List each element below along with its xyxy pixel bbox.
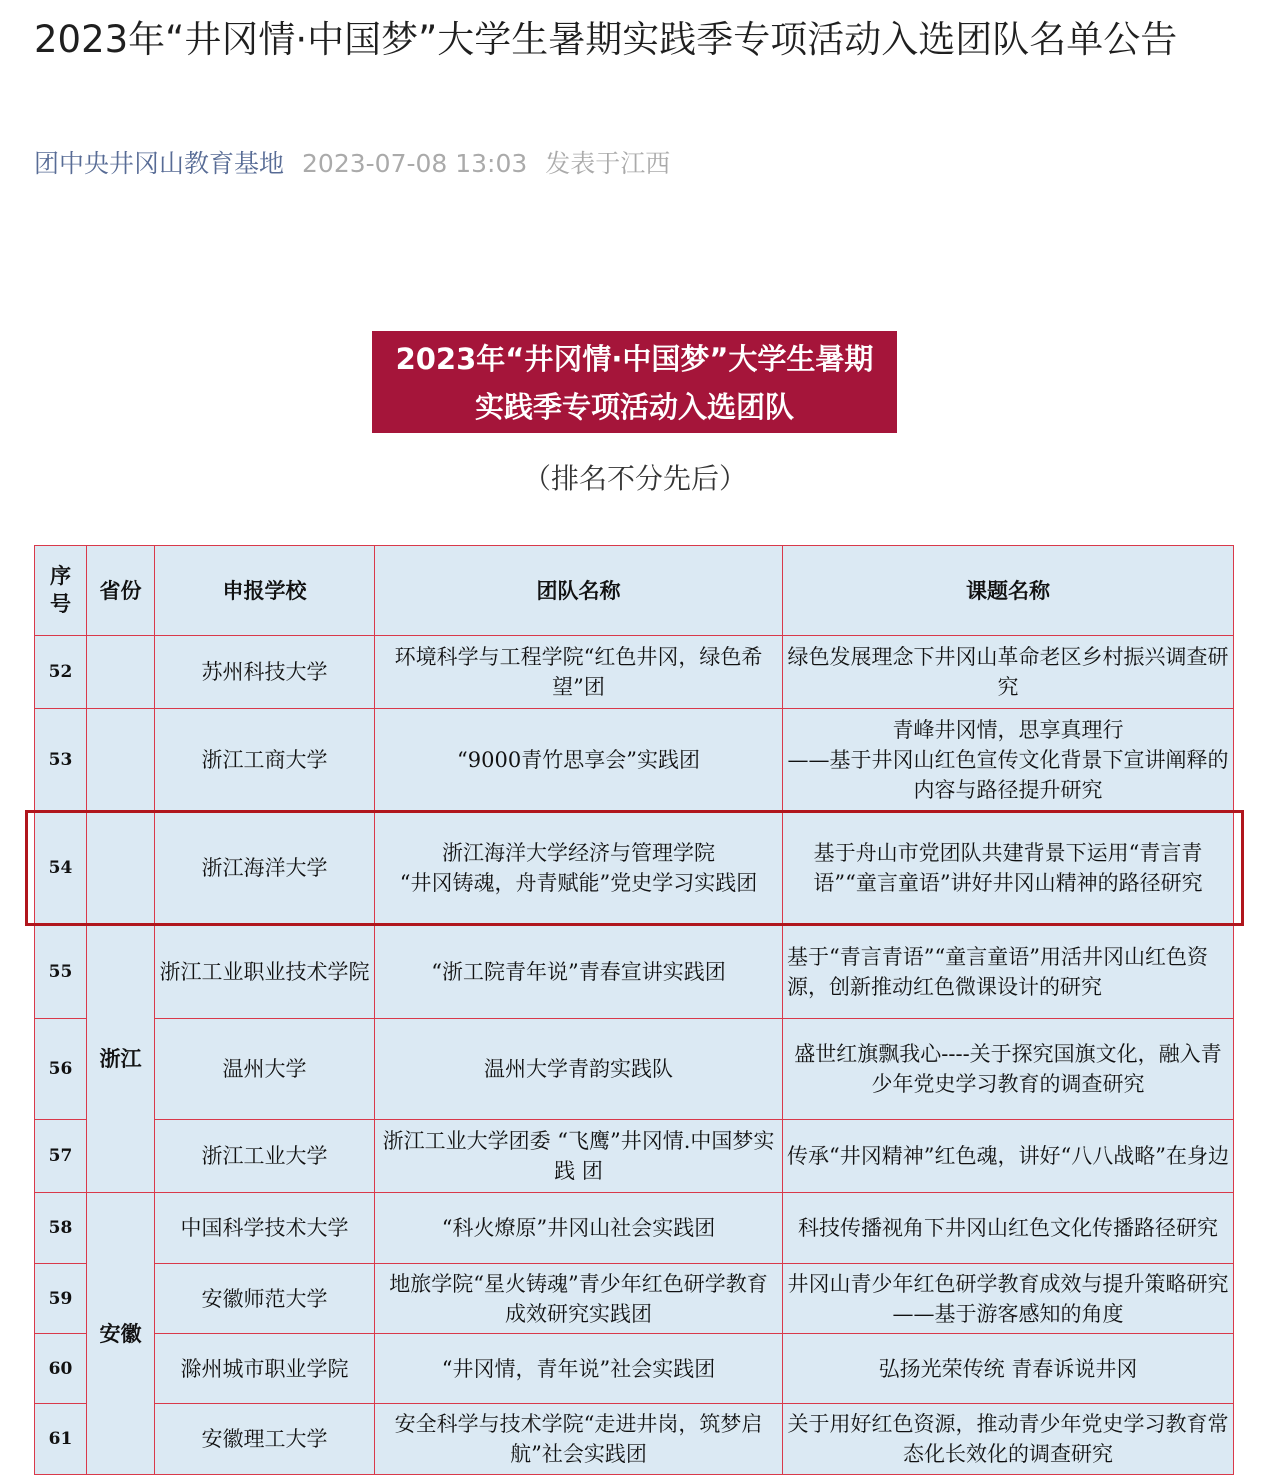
table-header-row [35, 546, 1234, 636]
team-line: 浙江海洋大学经济与管理学院 [442, 840, 715, 865]
list-banner [372, 331, 897, 433]
team-line: “井冈铸魂，舟青赋能”党史学习实践团 [399, 870, 758, 895]
school-cell: 浙江工业职业技术学院 [155, 925, 375, 1019]
team-cell: 环境科学与工程学院“红色井冈，绿色希望”团 [375, 636, 783, 709]
article-title: 2023年“井冈情·中国梦”大学生暑期实践季专项活动入选团队名单公告 [34, 18, 1178, 61]
team-cell [375, 811, 783, 925]
banner-line-1: 2023年“井冈情·中国梦”大学生暑期 [395, 342, 874, 376]
ranking-note: （排名不分先后） [522, 462, 747, 495]
table-row [35, 1334, 1234, 1404]
article-meta [34, 146, 670, 182]
school-cell: 滁州城市职业学院 [155, 1334, 375, 1404]
team-cell: 浙江工业大学团委 “飞鹰”井冈情.中国梦实践 团 [375, 1120, 783, 1193]
header-province: 省份 [87, 546, 155, 636]
table-row [35, 1404, 1234, 1475]
school-cell: 安徽理工大学 [155, 1404, 375, 1475]
row-num: 59 [35, 1264, 87, 1334]
school-cell: 安徽师范大学 [155, 1264, 375, 1334]
header-team: 团队名称 [375, 546, 783, 636]
team-cell: 地旅学院“星火铸魂”青少年红色研学教育成效研究实践团 [375, 1264, 783, 1334]
topic-cell: 基于“青言青语”“童言童语”用活井冈山红色资源，创新推动红色微课设计的研究 [783, 925, 1234, 1019]
school-cell: 温州大学 [155, 1019, 375, 1120]
team-cell: 温州大学青韵实践队 [375, 1019, 783, 1120]
table-row [35, 709, 1234, 811]
team-cell: 安全科学与技术学院“走进井岗，筑梦启航”社会实践团 [375, 1404, 783, 1475]
row-num: 61 [35, 1404, 87, 1475]
province-cell-empty [87, 636, 155, 709]
province-cell-zhejiang: 浙江 [87, 925, 155, 1193]
row-num: 57 [35, 1120, 87, 1193]
province-cell-anhui: 安徽 [87, 1193, 155, 1475]
row-num: 54 [35, 811, 87, 925]
topic-cell: 关于用好红色资源，推动青少年党史学习教育常态化长效化的调查研究 [783, 1404, 1234, 1475]
topic-cell [783, 709, 1234, 811]
topic-cell: 井冈山青少年红色研学教育成效与提升策略研究——基于游客感知的角度 [783, 1264, 1234, 1334]
team-cell: “井冈情，青年说”社会实践团 [375, 1334, 783, 1404]
team-cell: “科火燎原”井冈山社会实践团 [375, 1193, 783, 1264]
row-num: 56 [35, 1019, 87, 1120]
school-cell: 苏州科技大学 [155, 636, 375, 709]
team-cell: “9000青竹思享会”实践团 [375, 709, 783, 811]
table-row [35, 1120, 1234, 1193]
table-row-highlighted [35, 811, 1234, 925]
header-topic: 课题名称 [783, 546, 1234, 636]
account-name-link[interactable]: 团中央井冈山教育基地 [34, 149, 285, 178]
table-row [35, 1019, 1234, 1120]
header-num: 序号 [35, 546, 87, 636]
school-cell: 浙江工业大学 [155, 1120, 375, 1193]
row-num: 53 [35, 709, 87, 811]
table-row [35, 636, 1234, 709]
team-roster-table [34, 545, 1234, 1475]
topic-cell: 基于舟山市党团队共建背景下运用“青言青语”“童言童语”讲好井冈山精神的路径研究 [783, 811, 1234, 925]
row-num: 58 [35, 1193, 87, 1264]
topic-cell: 盛世红旗飘我心----关于探究国旗文化，融入青少年党史学习教育的调查研究 [783, 1019, 1234, 1120]
school-cell: 浙江海洋大学 [155, 811, 375, 925]
table-row [35, 925, 1234, 1019]
topic-cell: 传承“井冈精神”红色魂，讲好“八八战略”在身边 [783, 1120, 1234, 1193]
header-school: 申报学校 [155, 546, 375, 636]
province-cell-empty [87, 811, 155, 925]
topic-cell: 科技传播视角下井冈山红色文化传播路径研究 [783, 1193, 1234, 1264]
topic-line: ——基于井冈山红色宣传文化背景下宣讲阐释的内容与路径提升研究 [787, 747, 1229, 802]
school-cell: 中国科学技术大学 [155, 1193, 375, 1264]
publish-location: 发表于江西 [545, 149, 671, 178]
topic-line: 青峰井冈情，思享真理行 [892, 717, 1124, 742]
topic-cell: 弘扬光荣传统 青春诉说井冈 [783, 1334, 1234, 1404]
banner-line-2: 实践季专项活动入选团队 [474, 390, 794, 424]
topic-cell: 绿色发展理念下井冈山革命老区乡村振兴调查研究 [783, 636, 1234, 709]
table-row [35, 1193, 1234, 1264]
row-num: 52 [35, 636, 87, 709]
row-num: 55 [35, 925, 87, 1019]
team-cell: “浙工院青年说”青春宣讲实践团 [375, 925, 783, 1019]
publish-time: 2023-07-08 13:03 [302, 149, 528, 178]
row-num: 60 [35, 1334, 87, 1404]
school-cell: 浙江工商大学 [155, 709, 375, 811]
province-cell-empty [87, 709, 155, 811]
table-row [35, 1264, 1234, 1334]
